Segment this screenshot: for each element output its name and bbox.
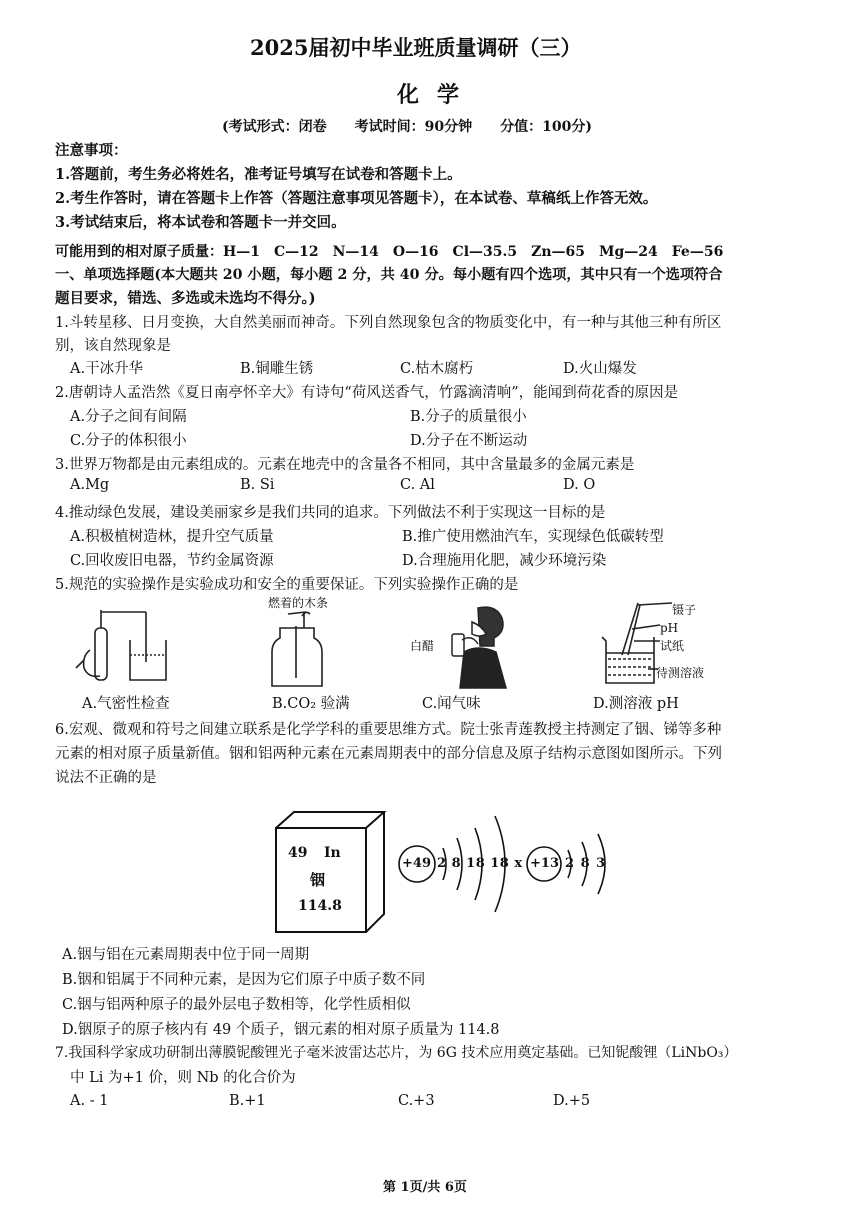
q1-option-d: D.火山爆发	[563, 361, 637, 377]
q3-option-d: D. O	[563, 477, 596, 493]
question-6-cont: 元素的相对原子质量新值。铟和铝两种元素在元素周期表中的部分信息及原子结构示意图如图所示。下列	[55, 746, 722, 762]
q7-option-d: D.+5	[553, 1093, 591, 1109]
q4-option-a: A.积极植树造林，提升空气质量	[70, 529, 274, 545]
element-symbol: In	[324, 845, 341, 861]
q7-option-a: A. - 1	[70, 1093, 109, 1109]
question-3: 3.世界万物都是由元素组成的。元素在地壳中的含量各不相同，其中含量最多的金属元素是	[55, 457, 635, 473]
section-heading-cont: 题目要求，错选、多选或未选均不得分。)	[55, 290, 316, 307]
page-number: 第 1页/共 6页	[383, 1180, 467, 1195]
q6-option-a: A.铟与铝在元素周期表中位于同一周期	[62, 947, 310, 963]
q1-option-c: C.枯木腐朽	[400, 361, 474, 377]
question-2: 2.唐朝诗人孟浩然《夏日南亭怀辛大》有诗句“荷风送香气，竹露滴清响”，能闻到荷花香的原因是	[55, 385, 679, 401]
element-name: 铟	[310, 871, 326, 889]
ph-paper-label-1: pH	[660, 621, 679, 635]
notice-heading: 注意事项：	[55, 142, 128, 159]
question-4: 4.推动绿色发展，建设美丽家乡是我们共同的追求。下列做法不利于实现这一目标的是	[55, 505, 606, 521]
q3-option-a: A.Mg	[70, 477, 110, 493]
test-solution-label: 待测溶液	[656, 666, 705, 680]
question-1-cont: 别，该自然现象是	[55, 338, 171, 354]
q7-option-c: C.+3	[398, 1093, 435, 1109]
smelling-figure	[438, 600, 518, 690]
q4-option-d: D.合理施用化肥，减少环境污染	[402, 553, 607, 569]
airtightness-check-figure	[70, 600, 180, 690]
question-7: 7.我国科学家成功研制出薄膜铌酸锂光子毫米波雷达芯片，为 6G 技术应用奠定基础。已知铌酸锂（LiNbO₃）	[55, 1045, 738, 1061]
q6-option-b: B.铟和铝属于不同种元素，是因为它们原子中质子数不同	[62, 972, 426, 988]
question-5: 5.规范的实验操作是实验成功和安全的重要保证。下列实验操作正确的是	[55, 577, 519, 593]
notice-item: 2.考生作答时，请在答题卡上作答（答题注意事项见答题卡），在本试卷、草稿纸上作答无效。	[55, 190, 658, 207]
section-heading: 一、单项选择题(本大题共 20 小题，每小题 2 分，共 40 分。每小题有四个选项，其中只有一个选项符合	[55, 267, 723, 283]
q5-option-a: A.气密性检查	[82, 696, 170, 712]
indium-shells: 2 8 18 18 x	[437, 856, 523, 871]
question-7-cont: 中 Li 为+1 价，则 Nb 的化合价为	[70, 1070, 296, 1086]
q3-option-c: C. Al	[400, 477, 435, 493]
q4-option-c: C.回收废旧电器，节约金属资源	[70, 553, 274, 569]
atomic-masses: 可能用到的相对原子质量：H—1 C—12 N—14 O—16 Cl—35.5 Zn—65 Mg—24 Fe—56	[55, 244, 724, 260]
vinegar-label: 白醋	[410, 639, 435, 653]
exam-info: (考试形式：闭卷 考试时间：90分钟 分值：100分)	[222, 119, 592, 135]
ph-measure-figure	[598, 595, 674, 690]
burning-stick-label: 燃着的木条	[268, 596, 329, 610]
aluminium-shells: 2 8 3	[565, 856, 607, 871]
q5-option-d: D.测溶液 pH	[593, 696, 679, 712]
co2-full-check-figure	[262, 608, 342, 688]
element-cell-box	[270, 808, 390, 938]
q6-option-d: D.铟原子的原子核内有 49 个质子，铟元素的相对原子质量为 114.8	[62, 1022, 500, 1038]
element-relative-mass: 114.8	[298, 898, 342, 914]
q5-option-b: B.CO₂ 验满	[272, 696, 350, 712]
q3-option-b: B. Si	[240, 477, 275, 493]
q2-option-c: C.分子的体积很小	[70, 433, 187, 449]
tweezers-label: 镊子	[672, 603, 697, 617]
ph-paper-label-2: 试纸	[660, 639, 685, 653]
q7-option-b: B.+1	[229, 1093, 266, 1109]
element-atomic-number: 49	[288, 845, 308, 861]
subject-title: 化学	[397, 82, 478, 108]
question-1: 1.斗转星移、日月变换，大自然美丽而神奇。下列自然现象包含的物质变化中，有一种与其他三种有所区	[55, 315, 722, 331]
q2-option-d: D.分子在不断运动	[410, 433, 528, 449]
q6-option-c: C.铟与铝两种原子的最外层电子数相等，化学性质相似	[62, 997, 411, 1013]
notice-item: 1.答题前，考生务必将姓名，准考证号填写在试卷和答题卡上。	[55, 166, 462, 183]
q4-option-b: B.推广使用燃油汽车，实现绿色低碳转型	[402, 529, 664, 545]
q2-option-b: B.分子的质量很小	[410, 409, 527, 425]
indium-nucleus: +49	[402, 856, 431, 871]
q1-option-a: A.干冰升华	[70, 361, 144, 377]
notice-item: 3.考试结束后，将本试卷和答题卡一并交回。	[55, 214, 346, 231]
aluminium-nucleus: +13	[530, 856, 559, 871]
q1-option-b: B.铜雕生锈	[240, 361, 314, 377]
q2-option-a: A.分子之间有间隔	[70, 409, 187, 425]
exam-title: 2025届初中毕业班质量调研（三）	[250, 35, 582, 60]
question-6-cont2: 说法不正确的是	[55, 770, 157, 786]
question-6: 6.宏观、微观和符号之间建立联系是化学学科的重要思维方式。院士张青莲教授主持测定了铟、锑等多种	[55, 722, 722, 738]
q5-option-c: C.闻气味	[422, 696, 481, 712]
